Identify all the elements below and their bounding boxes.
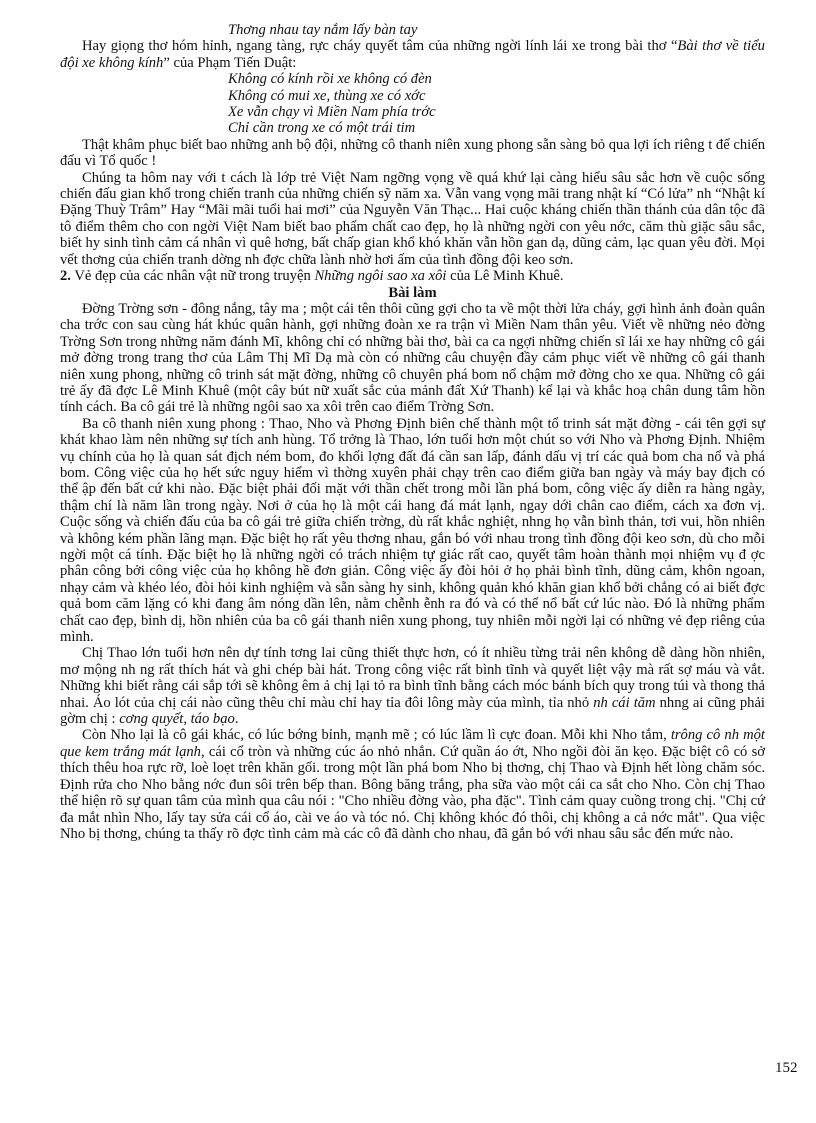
paragraph-7-text-b: , cái cổ tròn và những cúc áo nhỏ nhắn. Cứ quần áo ớt, Nho ngồi đòi ăn kẹo. Đặc biệt cô có sở thích thêu hoa rực rỡ, loè loẹt trên khăn gối. trong một lần phá bom Nho bị thơng, chị Thao và Định hết lòng chăm sóc. Định rửa cho Nho bằng nớc đun sôi trên bếp than. Bông băng trắng, pha sữa vào một cái ca sắt cho Nho. Còn chị Thao thể hiện rõ sự quan tâm của mình qua câu nói : "Cho nhiều đờng vào, pha đặc". Tình cảm quay cuồng trong chị. "Chị cứ đa mắt nhìn Nho, lấy tay sửa cái cổ áo, cài ve áo và tóc nó. Chị không khóc đó thôi, chị không a cả nớc mắt". Qua việc Nho bị thơng, chúng ta thấy rõ đợc tình cảm mà các cô đã dành cho nhau, đã gắn bó với nhau sâu sắc đến mức nào. — [60, 743, 765, 842]
section-heading-text-b: của Lê Minh Khuê. — [446, 268, 564, 285]
bai-lam-heading: Bài làm — [388, 284, 437, 301]
poem-stanza-line-1: Không có kính rồi xe không có đèn — [228, 71, 432, 88]
paragraph-6-text-b: nhng ai cũng phải gờm chị : — [60, 694, 765, 728]
paragraph-6-italic-1: nh cái tăm — [593, 694, 656, 711]
poem-line: Thơng nhau tay nắm lấy bàn tay — [228, 22, 418, 38]
paragraph-7-text-a: Còn Nho lại là cô gái khác, có lúc bớng bỉnh, mạnh mẽ ; có lúc lầm lì cực đoan. Mỗi khi Nho tắm, — [82, 727, 671, 744]
document-page — [60, 22, 765, 842]
paragraph-1-text-a: Hay giọng thơ hóm hỉnh, ngang tàng, rực cháy quyết tâm của những ngời lính lái xe trong bài thơ “ — [82, 38, 678, 55]
section-number: 2. — [60, 268, 71, 285]
paragraph-2: Thật khâm phục biết bao những anh bộ đội, những cô thanh niên xung phong sẵn sàng bỏ qua lợi ích riêng t để chiến đấu vì Tổ quốc ! — [60, 136, 765, 170]
paragraph-3: Chúng ta hôm nay với t cách là lớp trẻ Việt Nam ngỡng vọng về quá khứ lại càng hiểu sâu sắc hơn về cuộc sống chiến đấu gian khổ trong chiến tranh của những chiến sỹ năm xa. Vẫn vang vọng mãi trang nhật kí “Có lửa” nh “Nhật kí Đặng Thuỳ Trâm” Hay “Mãi mãi tuổi hai mơi” của Nguyễn Văn Thạc... Hai cuộc kháng chiến thần thánh của dân tộc đã tô điểm thêm cho con ngời Việt Nam biết bao phẩm chất cao đẹp, họ là những ngời con yêu nớc, căm thù giặc sâu sắc, biết hy sinh tình cảm cá nhân vì quê hơng, bất chấp gian khổ khó khăn vẫn hồn gan dạ, dũng cảm, lạc quan yêu đời. Mọi vết thơng của chiến tranh dờng nh đợc chữa lành nhờ hơi ấm của tình đồng đội keo sơn. — [60, 169, 765, 268]
poem-stanza-line-3: Xe vẫn chạy vì Miền Nam phía trớc — [228, 104, 436, 121]
poem-stanza-line-2: Không có mui xe, thùng xe có xớc — [228, 87, 426, 104]
paragraph-6-text-a: Chị Thao lớn tuổi hơn nên dự tính tơng lai cũng thiết thực hơn, có ít nhiều từng trải nên không dễ dàng hồn nhiên, mơ mộng nh ng rất thích hát và ghi chép bài hát. Trong công việc rất bình tĩnh và quyết liệt vậy mà rất sợ máu và vắt. Những khi biết rằng cái sắp tới sẽ không êm ả chị lại tỏ ra bình tĩnh bằng cách móc bánh bích quy trong túi và thong thả nhai. Áo lót của chị cái nào cũng thêu chỉ màu chỉ hay tỉa đôi lông mày của mình, tỉa nhỏ — [60, 645, 765, 711]
section-heading-text-a: Vẻ đẹp của các nhân vật nữ trong truyện — [70, 268, 315, 285]
paragraph-7-italic: trông cô nh một que kem trắng mát lạnh — [60, 727, 765, 760]
paragraph-5: Ba cô thanh niên xung phong : Thao, Nho và Phơng Định biên chế thành một tổ trinh sát mặt đờng - cái tên gợi sự khát khao làm nên những sự tích anh hùng. Tổ trởng là Thao, lớn tuổi hơn một chút so với Nho và Phơng Định. Nhiệm vụ chính của họ là quan sát địch ném bom, đo khối lợng đất đá cần san lấp, đánh dấu vị trí các quả bom cha nổ và phá bom. Công việc của họ hết sức nguy hiểm vì thờng xuyên phải chạy trên cao điểm giữa ban ngày và máy bay địch có thể ập đến bất cứ khi nào. Đặc biệt phải đối mặt với thần chết trong mỗi lần phá bom, công việc ấy diễn ra hàng ngày, thậm chí là năm lần trong ngày. Nơi ở của họ là một cái hang đá mát lạnh, ngay dới chân cao điểm, cách xa đơn vị. Cuộc sống và chiến đấu của ba cô gái trẻ giữa chiến trờng, dù rất khắc nghiệt, nhng họ vẫn bình thản, tơi vui, hồn nhiên và không kém phần lãng mạn. Đặc biệt họ rất yêu thơng nhau, gắn bó với nhau trong tình đồng đội keo sơn, dù cho mỗi ngời một cá tính. Đặc biệt họ là những ngời có trách nhiệm tự giác rất cao, quyết tâm hoàn thành mọi nhiệm vụ đ ợc phân công bởi công việc của họ không hề đơn giản. Công việc ấy đòi hỏi ở họ phải bình tĩnh, dũng cảm, khôn ngoan, nhạy cảm và khéo léo, đòi hỏi kinh nghiệm và sẵn sàng hy sinh, không quản khó khăn gian khổ bởi chẳng có ai biết đợc quả bom căm lặng có khi đang âm nóng dần lên, nằm chễnh ễnh ra đó và có thể nổ bất cứ lúc nào. Đó là những phẩm chất cao đẹp, bình dị, hồn nhiên của ba cô gái thanh niên xung phong, tuy nhiên mỗi ngời lại có những vẻ đẹp riêng của mình. — [60, 415, 765, 646]
poem-title: Bài thơ về tiểu đội xe không kính — [60, 38, 765, 71]
poem-stanza-line-4: Chỉ cần trong xe có một trái tim — [228, 120, 416, 137]
paragraph-6-text-c: . — [234, 711, 239, 728]
paragraph-7 — [60, 727, 765, 842]
paragraph-1-text-b: ” của Phạm Tiến Duật: — [163, 54, 297, 71]
paragraph-4: Đờng Trờng sơn - đông nắng, tây ma ; một cái tên thôi cũng gợi cho ta về một thời lửa cháy, gợi hình ảnh đoàn quân cha trớc con sau cùng hát khúc quân hành, gợi những đoàn xe ra trận vì Miền Nam thân yêu. Viết về những nẻo đờng Trờng Sơn trong những năm đánh Mĩ, không chỉ có những bài thơ, bài ca ca ngợi những chiến sĩ lái xe hay những cô gái mở đờng trong trang thơ của Lâm Thị Mĩ Dạ mà còn có những câu chuyện đầy cảm phục viết về những cô gái thanh niên xung phong, những cô trinh sát mặt đờng, những cô chuyên phá bom nổ chậm mở đờng cho xe qua. Những cô gái trẻ ấy đã đợc Lê Minh Khuê (một cây bút nữ xuất sắc của mảnh đất Xứ Thanh) kể lại và khắc hoạ chân dung tâm hồn tính cách. Ba cô gái trẻ là những ngôi sao xa xôi trên cao điểm Trờng Sơn. — [60, 300, 765, 416]
paragraph-6 — [60, 645, 765, 727]
story-title: Những ngôi sao xa xôi — [314, 268, 447, 285]
page-number: 152 — [775, 1060, 798, 1076]
paragraph-1 — [60, 38, 765, 71]
paragraph-6-italic-2: cơng quyết, táo bạo — [119, 711, 235, 728]
section-heading — [60, 268, 765, 284]
